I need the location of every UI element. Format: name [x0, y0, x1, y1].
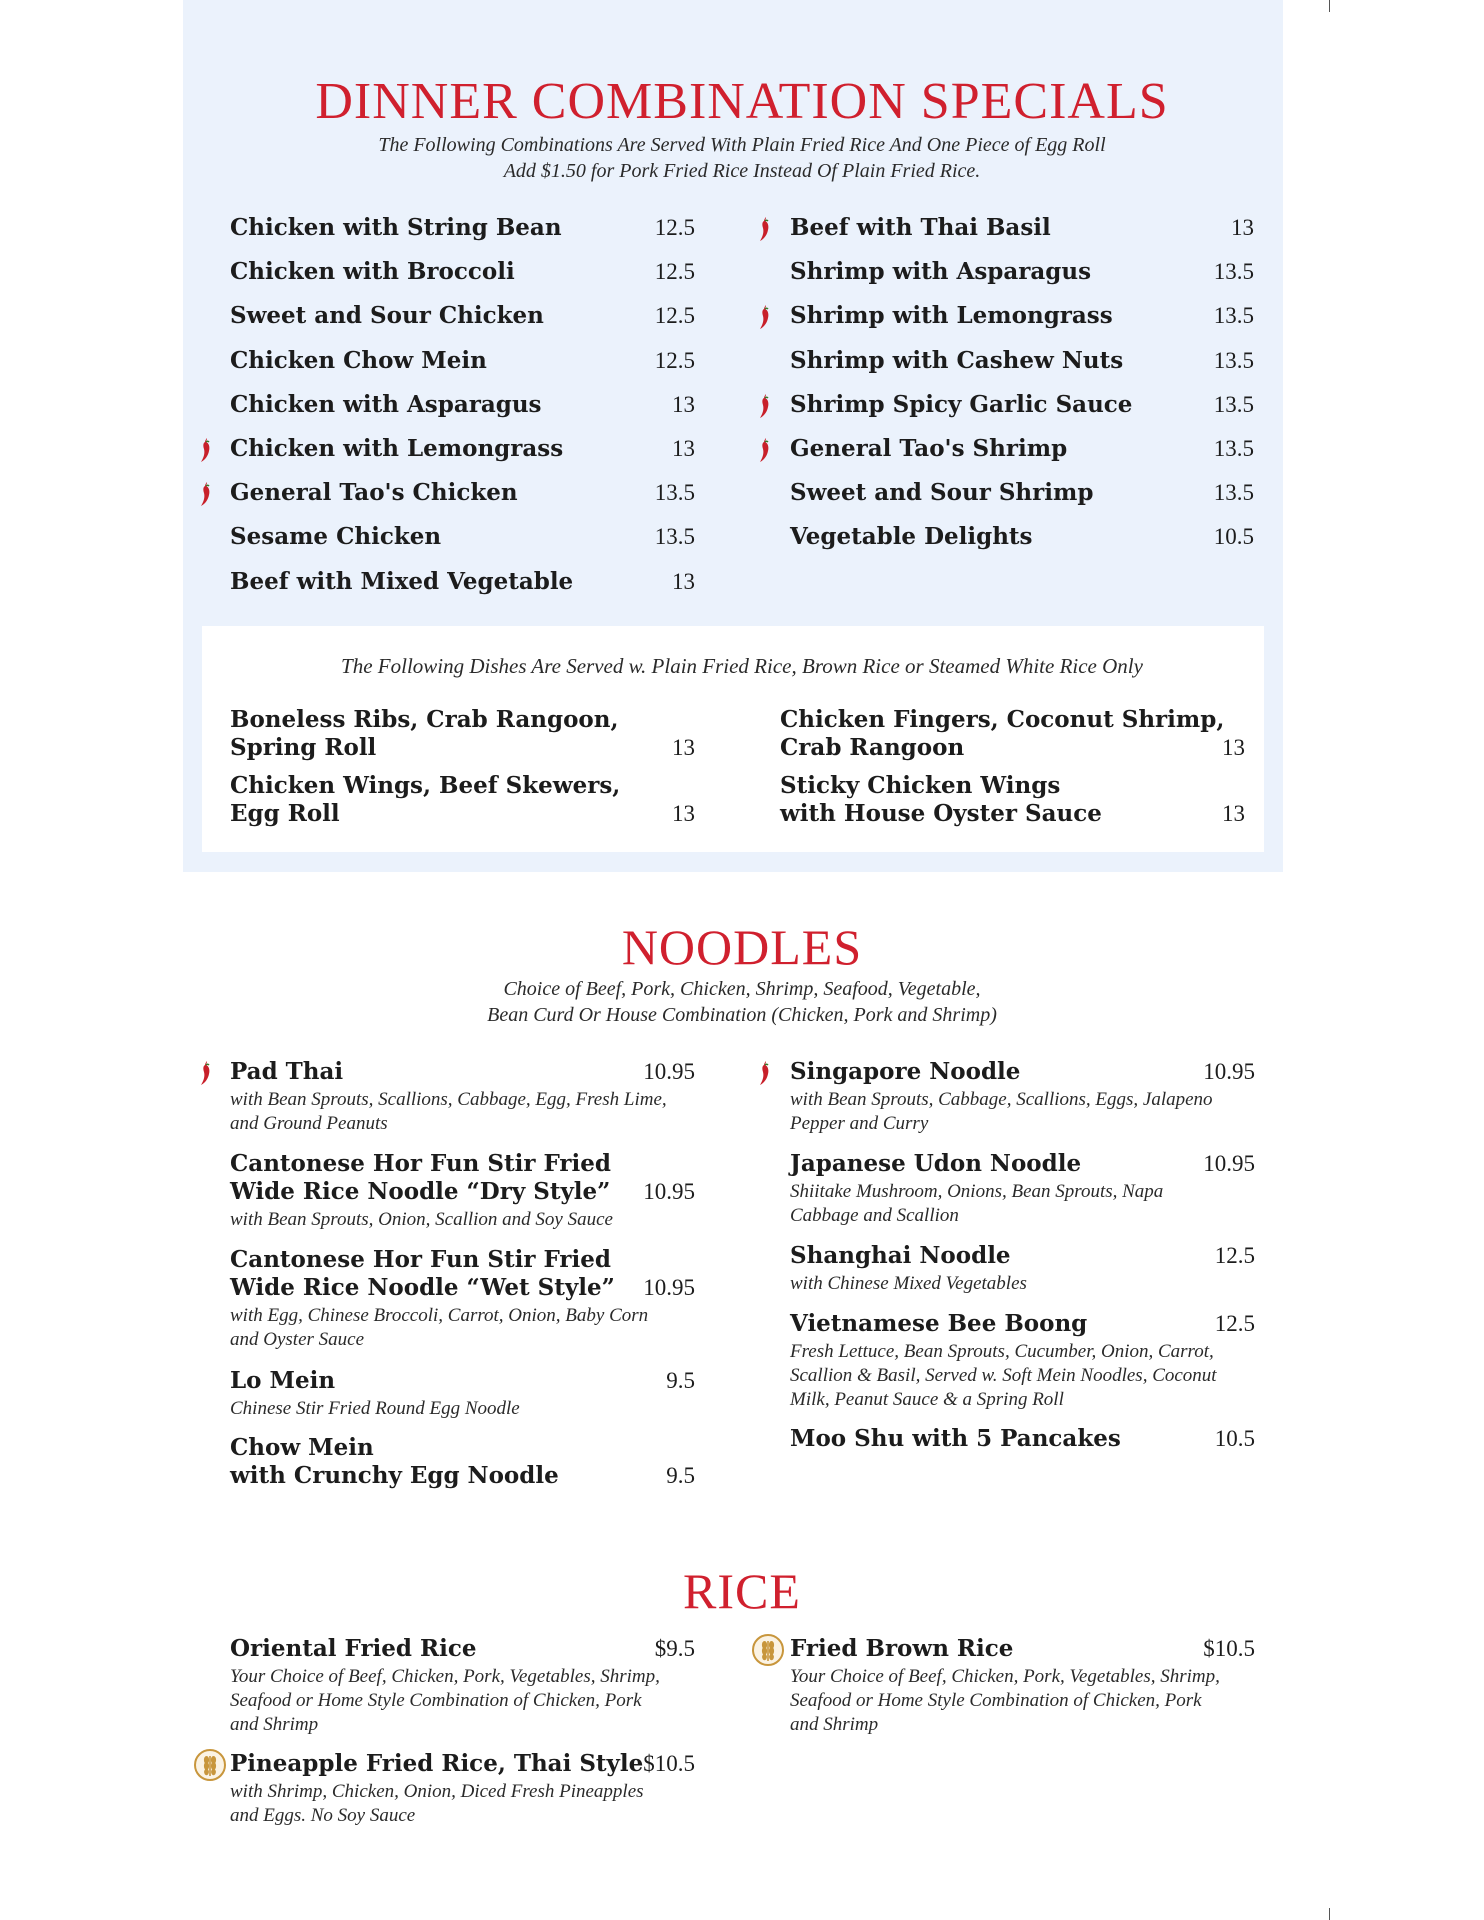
combo-left-item [230, 435, 695, 465]
hor-fun-dry-line2: Wide Rice Noodle “Dry Style” [230, 1178, 611, 1205]
combo-item-name: Sesame Chicken [230, 523, 442, 551]
combo-left-item [230, 479, 695, 509]
spicy-pepper-icon [757, 304, 773, 330]
combo-subtitle-1: The Following Combinations Are Served With Plain Fried Rice And One Piece of Egg Roll [378, 134, 1106, 156]
combo-item-price: 13.5 [1213, 347, 1254, 373]
combo-item-name: General Tao's Chicken [230, 479, 518, 507]
combo-left-item [230, 523, 695, 553]
oriental-fried-rice-desc-1: Your Choice of Beef, Chicken, Pork, Vegetables, Shrimp, [230, 1666, 660, 1687]
combo-left-item [230, 302, 695, 332]
oriental-fried-rice-desc-2: Seafood or Home Style Combination of Chicken, Pork [230, 1690, 642, 1711]
rice-title: RICE [683, 1563, 801, 1619]
fried-brown-rice-desc-3: and Shrimp [790, 1714, 879, 1735]
fried-brown-rice-name: Fried Brown Rice [790, 1635, 1014, 1662]
udon-noodle-desc-1: Shiitake Mushroom, Onions, Bean Sprouts, Napa [790, 1181, 1164, 1202]
noodles-title: NOODLES [621, 919, 863, 975]
moo-shu-name: Moo Shu with 5 Pancakes [790, 1425, 1121, 1452]
noodles-subtitle-1: Choice of Beef, Pork, Chicken, Shrimp, Seafood, Vegetable, [503, 978, 981, 1000]
hor-fun-wet-line1: Cantonese Hor Fun Stir Fried [230, 1246, 612, 1273]
combo-item-name: Beef with Thai Basil [790, 214, 1051, 241]
combo-item-price: 13.5 [654, 524, 695, 550]
spicy-pepper-icon [757, 1060, 773, 1086]
hor-fun-dry-desc: with Bean Sprouts, Onion, Scallion and Soy Sauce [230, 1209, 613, 1230]
box-item-3-price: 13 [1222, 735, 1245, 760]
box-item-2-line2: Egg Roll [230, 800, 340, 827]
combo-item-price: 12.5 [654, 303, 695, 329]
combo-right-item [790, 214, 1254, 244]
hor-fun-wet-desc-2: and Oyster Sauce [230, 1329, 365, 1350]
box-item-4-line2: with House Oyster Sauce [780, 800, 1102, 827]
pineapple-fried-rice-price: $10.5 [643, 1751, 695, 1776]
pad-thai-desc-1: with Bean Sprouts, Scallions, Cabbage, Egg, Fresh Lime, [230, 1089, 667, 1110]
combo-item-price: 12.5 [654, 347, 695, 373]
combo-item-name: Sweet and Sour Chicken [230, 302, 544, 330]
spicy-pepper-icon [198, 1060, 214, 1086]
combo-item-price: 13.5 [1213, 391, 1254, 417]
combo-item-name: Chicken Chow Mein [230, 346, 487, 374]
fried-brown-rice-price: $10.5 [1203, 1636, 1255, 1661]
box-item-3-line1: Chicken Fingers, Coconut Shrimp, [780, 706, 1225, 733]
combo-right-item [790, 523, 1254, 553]
hor-fun-dry-price: 10.95 [643, 1179, 695, 1204]
udon-noodle-name: Japanese Udon Noodle [790, 1150, 1082, 1177]
combo-item-price: 13 [672, 568, 695, 594]
combo-item-name: Shrimp with Asparagus [790, 258, 1092, 286]
combo-item-price: 13 [672, 391, 695, 417]
combo-item-name: General Tao's Shrimp [790, 435, 1068, 462]
bee-boong-price: 12.5 [1214, 1311, 1255, 1336]
combo-item-price: 13 [672, 436, 695, 461]
pineapple-fried-rice-desc-2: and Eggs. No Soy Sauce [230, 1805, 416, 1826]
combo-item-name: Chicken with Asparagus [230, 390, 542, 418]
box-item-2-line1: Chicken Wings, Beef Skewers, [230, 772, 621, 799]
bee-boong-name: Vietnamese Bee Boong [790, 1310, 1088, 1337]
chow-mein-line1: Chow Mein [230, 1434, 374, 1461]
combo-left-item [230, 568, 695, 598]
pad-thai-desc-2: and Ground Peanuts [230, 1113, 388, 1134]
shanghai-noodle-price: 12.5 [1214, 1243, 1255, 1268]
lo-mein-price: 9.5 [666, 1368, 695, 1393]
combo-item-price: 13 [1231, 215, 1254, 240]
chow-mein-price: 9.5 [666, 1463, 695, 1488]
combo-item-name: Sweet and Sour Shrimp [790, 479, 1094, 507]
box-item-3-line2: Crab Rangoon [780, 734, 965, 761]
fried-brown-rice-desc-1: Your Choice of Beef, Chicken, Pork, Vegetables, Shrimp, [790, 1666, 1220, 1687]
pad-thai-name: Pad Thai [230, 1058, 344, 1085]
hor-fun-wet-price: 10.95 [643, 1275, 695, 1300]
lo-mein-name: Lo Mein [230, 1367, 336, 1394]
combo-item-price: 10.5 [1213, 524, 1254, 550]
oriental-fried-rice-desc-3: and Shrimp [230, 1714, 319, 1735]
combo-title: DINNER COMBINATION SPECIALS [315, 73, 1169, 130]
udon-noodle-price: 10.95 [1203, 1151, 1255, 1176]
combo-left-item [230, 214, 695, 244]
combo-item-name: Chicken with Broccoli [230, 258, 515, 286]
singapore-noodle-name: Singapore Noodle [790, 1058, 1021, 1085]
singapore-noodle-desc-2: Pepper and Curry [790, 1113, 929, 1134]
combo-item-name: Chicken with Lemongrass [230, 435, 564, 462]
lo-mein-desc: Chinese Stir Fried Round Egg Noodle [230, 1398, 520, 1419]
oriental-fried-rice-name: Oriental Fried Rice [230, 1635, 477, 1662]
combo-right-item [790, 391, 1254, 421]
combo-item-price: 13.5 [1213, 303, 1254, 329]
combo-item-name: Chicken with String Bean [230, 214, 562, 241]
moo-shu-price: 10.5 [1214, 1426, 1255, 1451]
bee-boong-desc-3: Milk, Peanut Sauce & a Spring Roll [790, 1389, 1064, 1410]
combo-right-item [790, 347, 1254, 377]
combo-right-item [790, 258, 1254, 288]
box-item-4-line1: Sticky Chicken Wings [780, 772, 1061, 799]
whole-grain-icon [751, 1633, 785, 1667]
fried-brown-rice-desc-2: Seafood or Home Style Combination of Chicken, Pork [790, 1690, 1202, 1711]
crop-mark-top [1329, 0, 1330, 12]
bee-boong-desc-2: Scallion & Basil, Served w. Soft Mein Noodles, Coconut [790, 1365, 1217, 1386]
combo-left-item [230, 258, 695, 288]
combo-item-name: Shrimp with Lemongrass [790, 302, 1113, 330]
combo-item-price: 13.5 [654, 480, 695, 506]
combo-right-item [790, 302, 1254, 332]
hor-fun-wet-desc-1: with Egg, Chinese Broccoli, Carrot, Onion, Baby Corn [230, 1305, 649, 1326]
combo-item-name: Shrimp Spicy Garlic Sauce [790, 390, 1133, 418]
spicy-pepper-icon [198, 481, 214, 507]
rice-choice-note: The Following Dishes Are Served w. Plain Fried Rice, Brown Rice or Steamed White Rice Only [341, 654, 1143, 678]
hor-fun-wet-line2: Wide Rice Noodle “Wet Style” [230, 1274, 615, 1301]
shanghai-noodle-desc: with Chinese Mixed Vegetables [790, 1273, 1027, 1294]
box-item-1-line1: Boneless Ribs, Crab Rangoon, [230, 706, 619, 733]
box-item-1-price: 13 [672, 735, 695, 760]
combo-right-item [790, 479, 1254, 509]
combo-item-name: Beef with Mixed Vegetable [230, 567, 574, 595]
hor-fun-dry-line1: Cantonese Hor Fun Stir Fried [230, 1150, 612, 1177]
spicy-pepper-icon [757, 393, 773, 419]
combo-item-name: Shrimp with Cashew Nuts [790, 346, 1124, 374]
combo-item-name: Vegetable Delights [790, 523, 1033, 551]
chow-mein-line2: with Crunchy Egg Noodle [230, 1462, 559, 1489]
combo-left-item [230, 347, 695, 377]
combo-item-price: 13.5 [1213, 436, 1254, 461]
whole-grain-icon [193, 1748, 227, 1782]
spicy-pepper-icon [757, 216, 773, 242]
crop-mark-bottom [1329, 1908, 1330, 1920]
udon-noodle-desc-2: Cabbage and Scallion [790, 1205, 959, 1226]
pad-thai-price: 10.95 [643, 1059, 695, 1084]
spicy-pepper-icon [757, 437, 773, 463]
pineapple-fried-rice-desc-1: with Shrimp, Chicken, Onion, Diced Fresh Pineapples [230, 1781, 644, 1802]
box-item-4-price: 13 [1222, 801, 1245, 826]
combo-item-price: 13.5 [1213, 480, 1254, 506]
singapore-noodle-price: 10.95 [1203, 1059, 1255, 1084]
bee-boong-desc-1: Fresh Lettuce, Bean Sprouts, Cucumber, Onion, Carrot, [790, 1341, 1214, 1362]
spicy-pepper-icon [198, 437, 214, 463]
box-item-2-price: 13 [672, 801, 695, 826]
shanghai-noodle-name: Shanghai Noodle [790, 1242, 1011, 1269]
combo-left-item [230, 391, 695, 421]
box-item-1-line2: Spring Roll [230, 734, 377, 761]
combo-item-price: 13.5 [1213, 259, 1254, 285]
combo-right-item [790, 435, 1254, 465]
combo-subtitle-2: Add $1.50 for Pork Fried Rice Instead Of Plain Fried Rice. [503, 160, 981, 182]
oriental-fried-rice-price: $9.5 [654, 1636, 695, 1661]
pineapple-fried-rice-name: Pineapple Fried Rice, Thai Style [230, 1750, 644, 1777]
singapore-noodle-desc-1: with Bean Sprouts, Cabbage, Scallions, Eggs, Jalapeno [790, 1089, 1213, 1110]
noodles-subtitle-2: Bean Curd Or House Combination (Chicken, Pork and Shrimp) [487, 1004, 997, 1026]
combo-item-price: 12.5 [654, 259, 695, 285]
combo-item-price: 12.5 [654, 215, 695, 240]
